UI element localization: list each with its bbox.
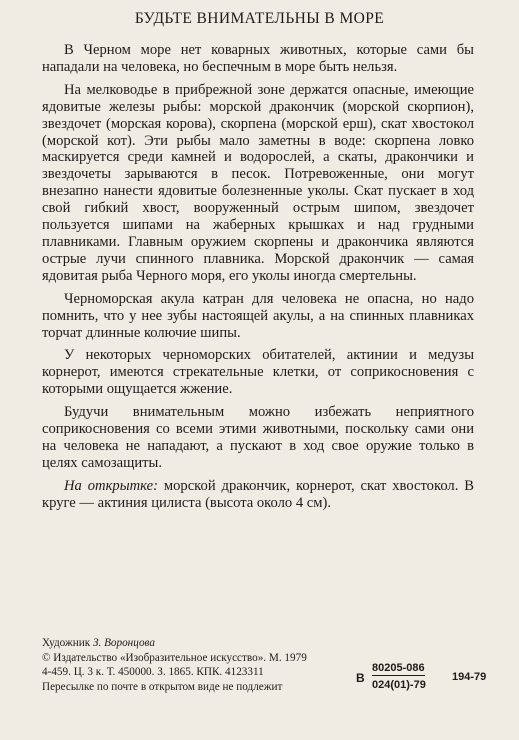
caption-text: морской дракончик, корнерот, скат хвостокол. В круге — актиния цилиста (высота около 4 см). xyxy=(42,477,475,511)
print-info-line: 4-459. Ц. 3 к. Т. 450000. З. 1865. КПК. 4123311 xyxy=(42,666,264,679)
paragraph-advice: Будучи внимательным можно избежать неприятного соприкосновения со всеми этими животными, поскольку сами они на человека не нападают, а пускают в ход свое оружие только в целях самозащиты. xyxy=(42,404,474,471)
artist-name: З. Воронцова xyxy=(92,637,155,649)
code-year: 194-79 xyxy=(452,671,487,683)
code-letter: В xyxy=(356,671,365,685)
artist-label: Художник xyxy=(42,637,93,649)
code-numerator: 80205-086 xyxy=(372,662,425,674)
mail-note-line: Пересылке по почте в открытом виде не подлежит xyxy=(42,680,283,693)
caption-label: На открытке: xyxy=(64,477,158,494)
paragraph-venomous-fish: На мелководье в прибрежной зоне держатся опасные, имеющие ядовитые железы рыбы: морской дракончик (морской скорпион), звездочет (морская корова), скорпена (морской ерш), скат хвостокол (морской кот). Эти рыбы мало заметны в воде: скорпена ловко маскируется среди камней и водорослей, а скаты, дракончики и звездочеты зарываются в песок. Потревоженные, они могут внезапно нанести ядовитые болезненные уколы. Скат пускает в ход свой гибкий хвост, вооруженный острым шипом, звездочет пользуется шипами на жаберных крышках и над грудными плавниками. Главным оружием скорпены и дракончика являются острые лучи спинного плавника. Морской дракончик — самая ядовитая рыба Черного моря, его уколы иногда смертельны. xyxy=(42,81,474,284)
code-denominator: 024(01)-79 xyxy=(372,679,426,691)
paragraph-intro: В Черном море нет коварных животных, которые сами бы нападали на человека, но беспечным в море быть нельзя. xyxy=(42,42,474,75)
artist-line xyxy=(42,636,482,651)
paragraph-stinging-cells: У некоторых черноморских обитателей, актинии и медузы корнерот, имеются стрекательные клетки, от соприкосновения с которыми ощущается жжение. xyxy=(42,347,474,398)
body-text xyxy=(42,42,474,518)
publisher-line: © Издательство «Изобразительное искусство». М. 1979 xyxy=(42,651,307,664)
caption-paragraph xyxy=(42,478,474,512)
page-title: БУДЬТЕ ВНИМАТЕЛЬНЫ В МОРЕ xyxy=(134,10,385,27)
paragraph-shark: Черноморская акула катран для человека не опасна, но надо помнить, что у нее зубы настоящей акулы, а на спинных плавниках торчат длинные колючие шипы. xyxy=(42,290,474,341)
